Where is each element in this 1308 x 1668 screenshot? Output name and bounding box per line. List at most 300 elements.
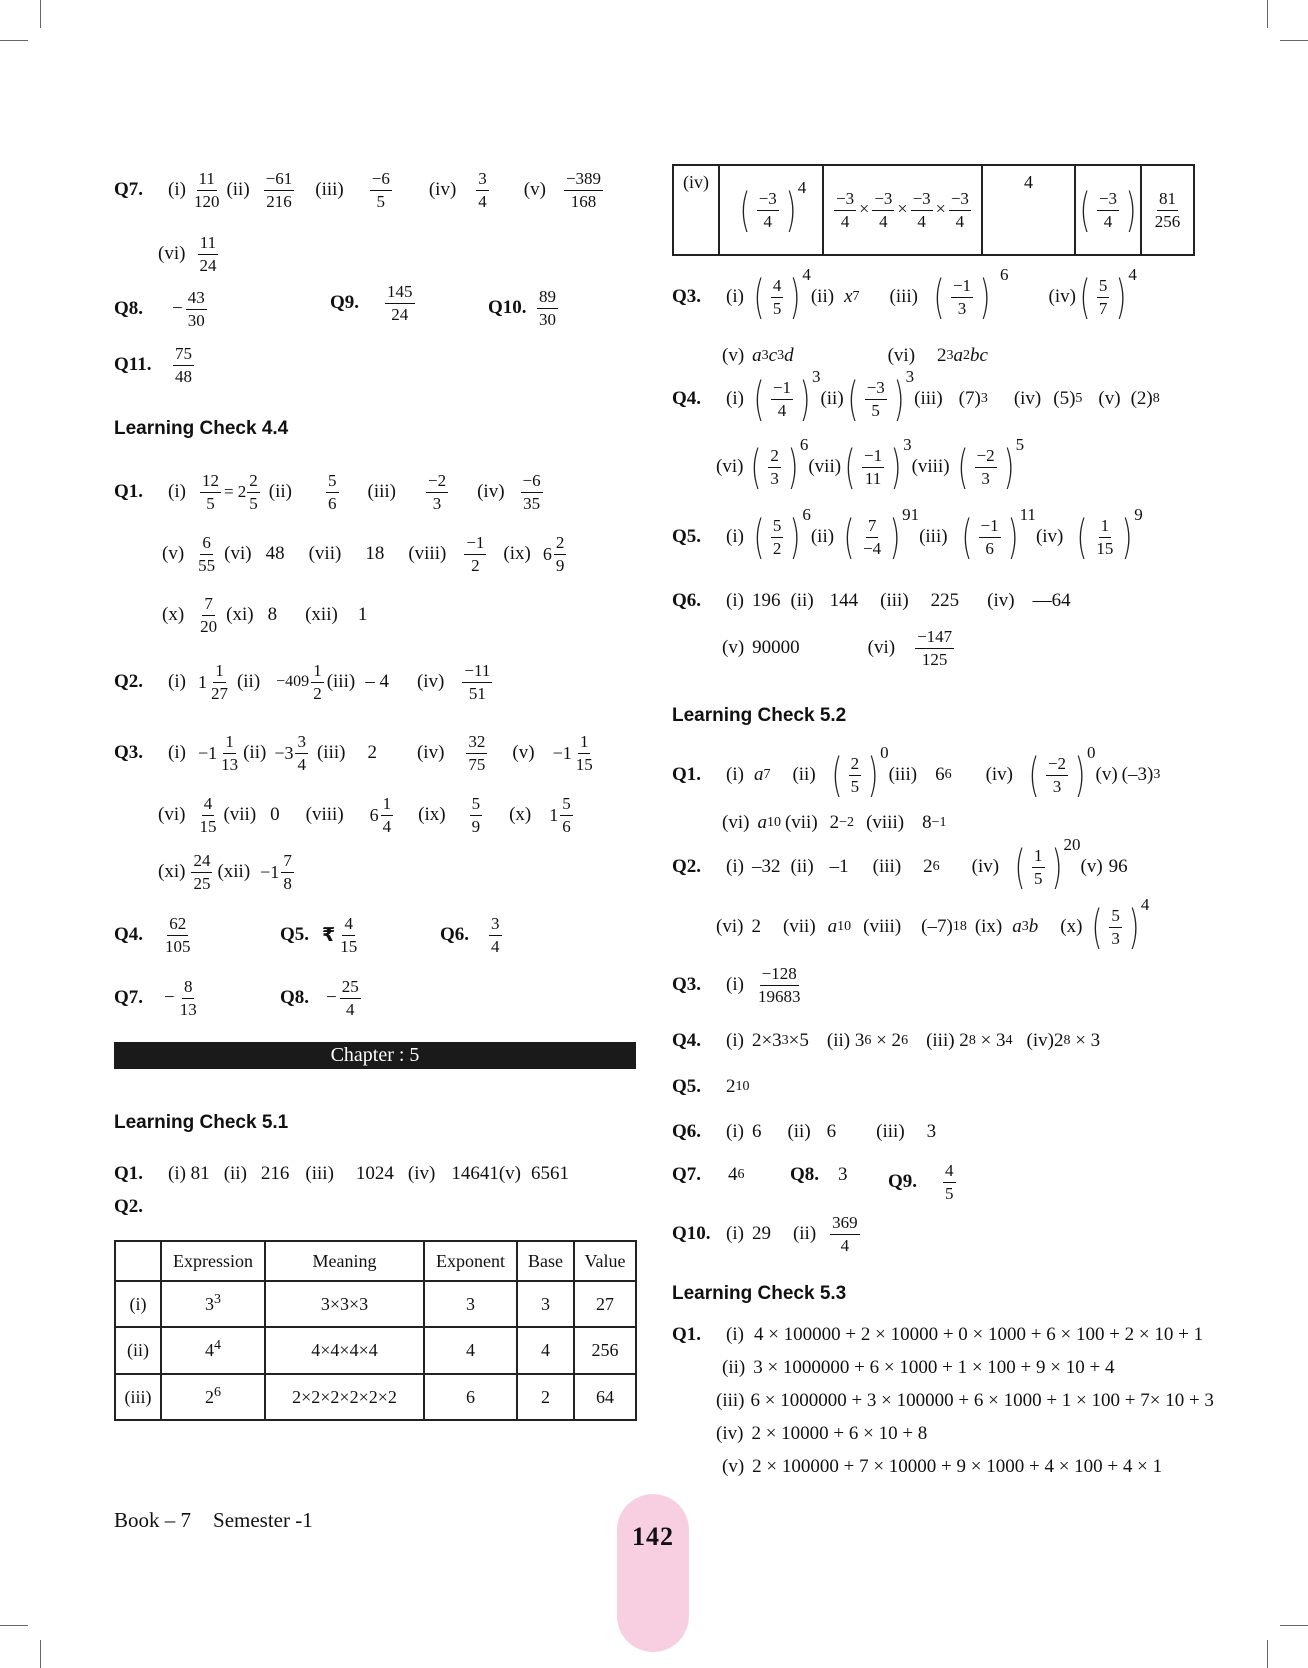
numerator: 1 — [1099, 517, 1112, 538]
numerator: 5 — [470, 795, 483, 816]
fraction — [951, 277, 973, 318]
denominator: 13 — [221, 754, 239, 774]
fraction — [476, 170, 489, 211]
value: 8 — [267, 604, 278, 626]
fraction — [197, 234, 218, 275]
exponent: 4 — [214, 1338, 221, 1353]
denominator: 4 — [879, 211, 888, 231]
crop-mark — [40, 0, 41, 28]
numerator: 5 — [560, 795, 573, 816]
value: (iv)2 — [1026, 1030, 1064, 1051]
page-number: 142 — [632, 1522, 674, 1551]
denominator: 120 — [193, 191, 220, 211]
part-label: (viii) — [863, 916, 902, 937]
value: 144 — [829, 590, 859, 611]
numerator: 7 — [281, 852, 294, 873]
denominator: 4 — [777, 400, 787, 420]
variable: a — [753, 764, 764, 785]
part-label: (iv) — [1035, 526, 1064, 547]
part-label: (i) — [726, 1121, 744, 1142]
base: (–7) — [921, 916, 953, 937]
base: 2 — [205, 1386, 214, 1407]
part-label: (ii) — [792, 1223, 817, 1245]
denominator: 2 — [772, 538, 782, 558]
part-label: (iv) — [416, 742, 445, 764]
exponent: 6 — [1000, 265, 1009, 284]
fraction — [771, 517, 784, 558]
part-label: (iv) — [416, 671, 445, 693]
part-label: (v) — [722, 1456, 745, 1477]
heading-learning-check-4-4: Learning Check 4.4 — [114, 418, 289, 439]
part-label: (vi) — [158, 243, 186, 265]
numerator: 1 — [578, 733, 591, 754]
denominator: 4 — [840, 1235, 850, 1255]
denominator: 2 — [471, 555, 480, 575]
base: 8 — [922, 812, 932, 833]
numerator: 2 — [247, 472, 260, 493]
fraction — [247, 472, 260, 513]
value-cell: 27 — [574, 1281, 636, 1327]
row-label: (ii) — [115, 1327, 161, 1374]
numerator: 11 — [198, 234, 218, 255]
value: 6 — [826, 1121, 837, 1142]
question-label: Q9. — [888, 1171, 918, 1193]
numerator: 145 — [385, 283, 415, 304]
denominator: 8 — [283, 873, 292, 893]
fraction — [186, 289, 207, 330]
lc52-q4: Q4. (i) 2×3 3 ×5 (ii) 3 6 × 2 6 (iii) 2 8 × 3 4 (iv)2 8 × 3 — [672, 1030, 1101, 1051]
value: 6 — [751, 1121, 762, 1142]
part-label: (viii) — [408, 543, 447, 565]
numerator: 4 — [771, 277, 784, 298]
fraction — [834, 190, 856, 231]
rt-q6-row1 — [672, 590, 1071, 612]
whole: −1 — [260, 861, 280, 882]
expression-cell — [161, 1281, 265, 1327]
value-cell: 256 — [574, 1327, 636, 1374]
variable: c — [768, 345, 778, 366]
whole: −3 — [274, 742, 294, 763]
question-label: Q2. — [114, 1196, 144, 1217]
question-label: Q1. — [114, 1163, 144, 1184]
lc51-q1 — [114, 1163, 569, 1185]
table-row — [115, 1374, 636, 1420]
lc44-q5 — [280, 915, 362, 956]
denominator: 19683 — [757, 986, 801, 1006]
rt-q4-row2 — [716, 435, 1025, 494]
denominator: 7 — [1098, 298, 1108, 318]
question-label: Q3. — [114, 742, 144, 764]
expression-cell — [161, 1374, 265, 1420]
denominator: 55 — [198, 555, 216, 575]
part-label: (iii) — [716, 1390, 745, 1411]
part-label: (xii) — [217, 861, 251, 883]
numerator: −61 — [264, 170, 295, 191]
question-label: Q5. — [672, 526, 702, 547]
numerator: −1 — [979, 517, 1001, 538]
numerator: −11 — [462, 662, 492, 683]
left-paren: ( — [844, 440, 856, 494]
answer-q7-vi — [158, 234, 221, 275]
part-label: (iv) — [971, 856, 1000, 877]
numerator: 89 — [537, 288, 558, 309]
denominator: 3 — [432, 493, 442, 513]
value: 2 — [367, 742, 377, 764]
fraction — [975, 447, 997, 488]
fraction — [466, 733, 487, 774]
base: (–3) — [1121, 764, 1154, 785]
lc52-q2-row1: Q2. (i) –32 (ii) –1 (iii) 2 6 (iv) ( $\frac{1}{5}$ ) 20 (v) 96 — [672, 835, 1128, 894]
left-paren: ( — [1028, 748, 1040, 802]
part-label: (iv) — [477, 481, 505, 503]
fraction — [200, 472, 221, 513]
lc51-q2-label — [114, 1196, 143, 1218]
exponent: 6 — [802, 505, 811, 524]
part-label: (i) — [726, 388, 744, 409]
minus-sign: − — [164, 987, 175, 1009]
base: (2) — [1130, 388, 1153, 409]
denominator: 5 — [871, 400, 880, 420]
fraction — [196, 534, 217, 575]
whole: 1 — [549, 804, 559, 825]
numerator: −6 — [521, 472, 543, 493]
numerator: 1 — [1032, 847, 1045, 868]
part-label: (iii) — [876, 1121, 905, 1142]
numerator: 3 — [489, 915, 502, 936]
fraction — [219, 733, 240, 774]
base: 6 — [935, 764, 945, 785]
denominator: 11 — [864, 468, 882, 488]
exponent-cell: 3 — [424, 1281, 517, 1327]
right-paren: ) — [799, 372, 811, 426]
fraction — [178, 978, 199, 1019]
numerator: 4 — [943, 1162, 956, 1183]
expression-cell — [719, 165, 823, 255]
exponent: 3 — [903, 435, 912, 454]
part-label: (iv) — [1013, 388, 1042, 409]
question-label: Q8. — [790, 1164, 820, 1185]
denominator: 168 — [570, 191, 597, 211]
fraction — [426, 472, 448, 513]
numerator: 24 — [191, 852, 212, 873]
parenthesized-fraction — [750, 265, 811, 324]
table-header: Exponent — [424, 1241, 517, 1281]
whole: −1 — [197, 742, 218, 763]
rt-q4-row1: Q4. (i) ( $\frac{-1}{4}$ ) 3 (ii) ( $\frac{-3}{5}$ ) 3 (iii) (7) 3 (iv) (5) 5 (v) (2) 8 — [672, 367, 1160, 426]
part-label: (iv) — [428, 179, 457, 201]
part-label: (iii) — [315, 179, 344, 201]
part-label: (iv) — [985, 764, 1013, 785]
denominator: 15 — [575, 754, 593, 774]
numerator: 25 — [340, 978, 361, 999]
part-label: (iii) — [880, 590, 909, 611]
table-header: Base — [517, 1241, 574, 1281]
fraction — [1097, 277, 1110, 318]
left-paren: ( — [1079, 270, 1091, 324]
denominator: 15 — [1096, 538, 1114, 558]
answer-q7 — [114, 170, 606, 211]
left-paren: ( — [753, 510, 765, 564]
denominator: 3 — [981, 468, 990, 488]
value: 2 — [751, 916, 761, 937]
fraction — [264, 170, 295, 211]
table-row — [673, 165, 1194, 255]
denominator: 4 — [763, 211, 772, 231]
meaning-cell — [823, 165, 982, 255]
numerator: 4 — [202, 795, 215, 816]
part-label: (i) — [168, 742, 186, 764]
question-label: Q10. — [672, 1223, 711, 1245]
fraction — [574, 733, 595, 774]
parenthesized-fraction — [1088, 895, 1150, 954]
base: 2 — [829, 812, 840, 833]
numerator: −2 — [1046, 755, 1068, 776]
denominator: 4 — [917, 211, 926, 231]
parenthesized-fraction — [1073, 505, 1143, 564]
mixed-number — [274, 733, 311, 774]
base: 2 — [923, 856, 933, 877]
left-paren: ( — [753, 270, 765, 324]
part-label: (ix) — [974, 916, 1003, 937]
question-label: Q8. — [280, 987, 310, 1009]
parenthesized-fraction — [840, 505, 920, 564]
fraction — [173, 345, 194, 386]
variable: b — [1028, 916, 1039, 937]
denominator: 4 — [491, 936, 500, 956]
value: 196 — [751, 590, 781, 611]
numerator: −1 — [464, 534, 486, 555]
exponent: 4 — [802, 265, 811, 284]
footer — [114, 1508, 335, 1533]
value: 3 — [838, 1164, 848, 1185]
exponent: 20 — [1063, 835, 1081, 854]
book-label: Book – 7 — [114, 1508, 192, 1532]
part-label: (x) — [509, 804, 532, 826]
value: 1 — [357, 604, 368, 626]
numerator: 2 — [768, 447, 781, 468]
part-label: (iii) — [919, 526, 948, 547]
value: 14641(v) — [451, 1163, 521, 1184]
part-label: (v) — [162, 543, 185, 565]
fraction — [192, 170, 222, 211]
row-label: (iii) — [115, 1374, 161, 1420]
value: × 3 — [975, 1030, 1006, 1051]
whole: 6 — [542, 543, 552, 564]
value-cell — [1141, 165, 1194, 255]
crop-mark — [0, 1625, 28, 1626]
question-label: Q6. — [672, 1121, 702, 1142]
answer-q9 — [330, 283, 418, 324]
part-label: (ii) — [787, 1121, 811, 1142]
part-label: (vi) — [224, 543, 252, 565]
part-label: (ii) — [810, 526, 835, 547]
table-header: Value — [574, 1241, 636, 1281]
numerator: −3 — [872, 190, 894, 211]
denominator: 27 — [210, 683, 228, 703]
numerator: −128 — [760, 965, 799, 986]
minus-sign: − — [326, 987, 337, 1009]
meaning-cell: 4×4×4×4 — [265, 1327, 424, 1374]
denominator: 9 — [471, 816, 481, 836]
part-label: (iii) — [305, 1163, 334, 1184]
part-label: (xii) — [305, 604, 338, 626]
right-paren: ) — [789, 510, 801, 564]
part-label: (vi) — [887, 345, 916, 366]
denominator: 125 — [921, 649, 948, 669]
numerator: 1 — [311, 662, 324, 683]
times-sign: × — [859, 198, 870, 219]
left-paren: ( — [847, 372, 859, 426]
lc52-q10 — [672, 1214, 863, 1255]
fraction — [209, 662, 230, 703]
lc44-q3-row1 — [114, 733, 598, 774]
part-label: (iv) — [987, 590, 1015, 611]
part-label: (v) — [1098, 388, 1121, 409]
parenthesized-fraction — [1011, 835, 1081, 894]
denominator: 3 — [1111, 928, 1120, 948]
right-paren: ) — [1115, 270, 1127, 324]
expansion: 4 × 100000 + 2 × 10000 + 0 × 1000 + 6 × 100 + 2 × 10 + 1 — [753, 1324, 1204, 1345]
denominator: 51 — [468, 683, 486, 703]
part-label: (viii) — [866, 812, 905, 833]
fraction — [1032, 847, 1045, 888]
question-label: Q7. — [114, 179, 144, 201]
part-label: (ii) — [268, 481, 292, 503]
variable: a — [752, 345, 762, 366]
value: (iii) 2 — [926, 1030, 969, 1051]
denominator: 5 — [376, 191, 386, 211]
table-header: Meaning — [265, 1241, 424, 1281]
rupee-symbol: ₹ — [322, 924, 336, 947]
right-paren: ) — [1125, 183, 1137, 237]
part-label: (ii) — [820, 388, 844, 409]
part-label: (i) — [726, 764, 744, 785]
table-header — [115, 1241, 161, 1281]
parenthesized-fraction — [958, 505, 1036, 564]
meaning-cell: 3×3×3 — [265, 1281, 424, 1327]
part-label: (ii) — [810, 286, 835, 307]
part-label: (x) — [162, 604, 185, 626]
question-label: Q5. — [280, 924, 310, 946]
part-label: (xi) — [226, 604, 254, 626]
value: —64 — [1032, 590, 1071, 611]
value: ×5 — [788, 1030, 809, 1051]
part-label: (i) — [726, 590, 744, 611]
part-label: (i) — [168, 179, 186, 201]
base-cell: 2 — [517, 1374, 574, 1420]
fraction — [1109, 907, 1122, 948]
fraction — [163, 915, 193, 956]
table-header-row — [115, 1241, 636, 1281]
part-label: (i) — [726, 526, 744, 547]
part-label: (iv) — [1048, 286, 1076, 307]
exponent-cell — [982, 165, 1075, 255]
lc44-q1-row1 — [114, 472, 546, 513]
denominator: 3 — [770, 468, 779, 488]
mixed-number — [543, 534, 570, 575]
fraction — [861, 517, 883, 558]
lc44-q2 — [114, 662, 495, 703]
exponent: 4 — [1128, 265, 1137, 284]
left-paren: ( — [1014, 840, 1026, 894]
left-paren: ( — [739, 183, 751, 237]
denominator: 4 — [382, 816, 392, 836]
question-label: Q2. — [672, 856, 702, 877]
right-paren: ) — [1003, 440, 1014, 494]
exponent: 9 — [1134, 505, 1143, 524]
numerator: −3 — [949, 190, 971, 211]
heading-learning-check-5-3: Learning Check 5.3 — [672, 1283, 847, 1304]
fraction — [1094, 517, 1115, 558]
denominator: 20 — [200, 616, 218, 636]
exponent: 3 — [905, 367, 915, 386]
variable: a — [1012, 916, 1022, 937]
parenthesized-fraction — [1025, 743, 1096, 802]
mixed-number — [260, 852, 297, 893]
times-sign: × — [935, 198, 946, 219]
lc44-q4 — [114, 915, 196, 956]
mixed-number — [549, 795, 576, 836]
fraction — [489, 915, 502, 956]
base: 2 — [726, 1076, 736, 1097]
numerator: −3 — [865, 379, 887, 400]
fraction — [979, 517, 1001, 558]
value: –32 — [751, 856, 781, 877]
denominator: 9 — [555, 555, 565, 575]
part-label: (v) — [1095, 764, 1118, 785]
part-label: (i) — [726, 1324, 744, 1345]
exponent: 11 — [1019, 505, 1036, 524]
denominator: 4 — [345, 999, 355, 1019]
expansion: 6 × 1000000 + 3 × 100000 + 6 × 1000 + 1 × 100 + 7× 10 + 3 — [750, 1390, 1214, 1411]
part-label: (i) — [726, 974, 744, 996]
numerator: −389 — [564, 170, 603, 191]
numerator: 75 — [173, 345, 194, 366]
question-label: Q7. — [114, 987, 144, 1009]
numerator: 2 — [849, 755, 862, 776]
variable: d — [784, 345, 794, 366]
numerator: 369 — [830, 1214, 860, 1235]
denominator: 15 — [199, 816, 217, 836]
part-label: (vii) — [782, 916, 816, 937]
question-label: Q6. — [672, 590, 702, 611]
left-paren: ( — [961, 510, 972, 564]
numerator: −3 — [911, 190, 933, 211]
exponent-value: 4 — [1024, 172, 1033, 192]
value: –1 — [829, 856, 849, 877]
right-paren: ) — [785, 183, 797, 237]
lc53-q1-line-3 — [716, 1390, 1214, 1412]
denominator: 4 — [840, 211, 850, 231]
question-label: Q9. — [330, 292, 360, 314]
base: 2 — [937, 345, 947, 366]
part-label: (ii) — [243, 742, 267, 764]
denominator: 5 — [249, 493, 258, 513]
question-label: Q4. — [672, 1030, 702, 1051]
base-cell: 3 — [517, 1281, 574, 1327]
denominator: 24 — [199, 255, 217, 275]
value: 2×3 — [751, 1030, 782, 1051]
value: 29 — [751, 1223, 771, 1245]
fraction — [862, 447, 884, 488]
denominator: 2 — [313, 683, 322, 703]
numerator: 5 — [326, 472, 339, 493]
meaning-cell: 2×2×2×2×2×2 — [265, 1374, 424, 1420]
minus-sign: − — [172, 298, 183, 320]
denominator: 5 — [1034, 868, 1043, 888]
table-row — [115, 1327, 636, 1374]
fraction — [771, 277, 784, 318]
